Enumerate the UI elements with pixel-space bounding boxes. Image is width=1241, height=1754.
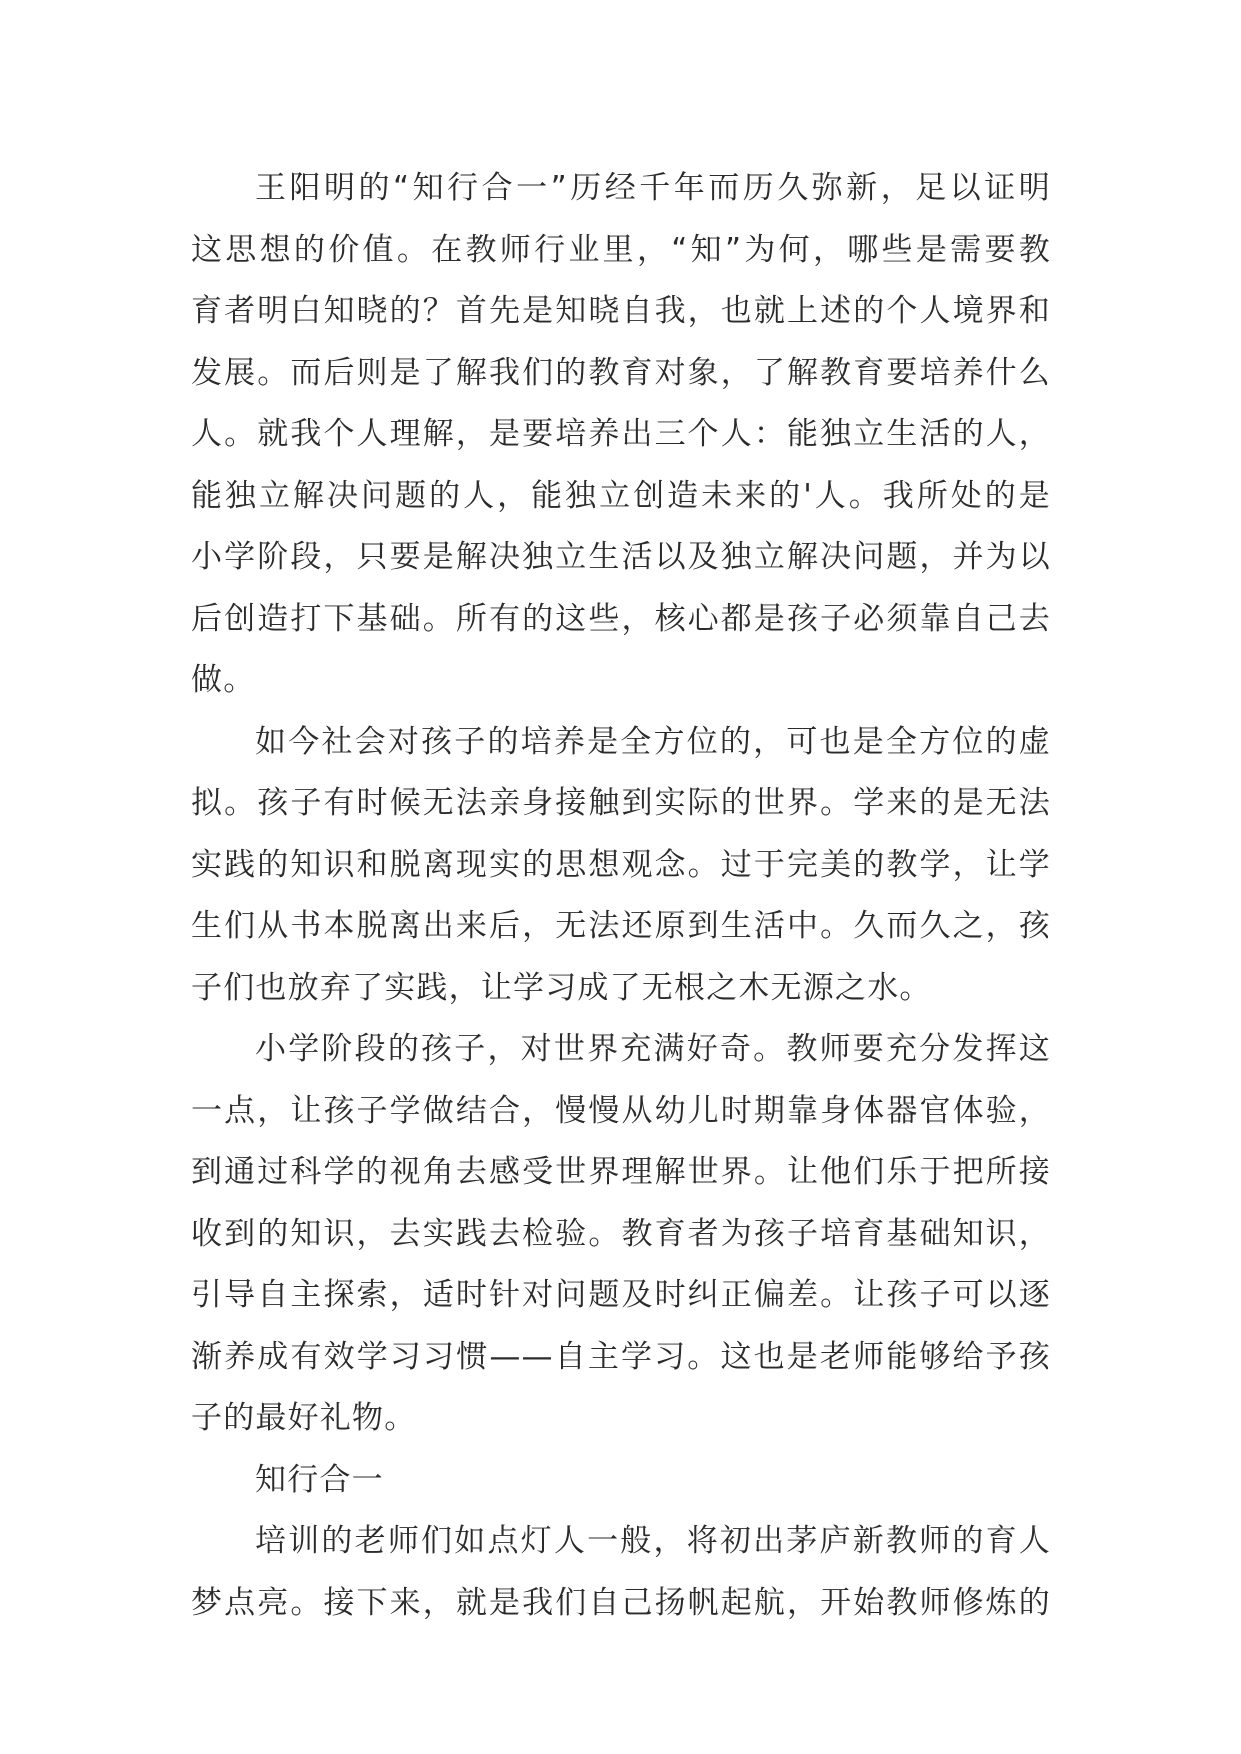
text-line: 育者明白知晓的？首先是知晓自我，也就上述的个人境界和	[191, 293, 1051, 329]
text-line: 梦点亮。接下来，就是我们自己扬帆起航，开始教师修炼的	[191, 1584, 1051, 1621]
text-line: 拟。孩子有时候无法亲身接触到实际的世界。学来的是无法	[191, 785, 1051, 821]
text-line: 实践的知识和脱离现实的思想观念。过于完美的教学，让学	[191, 846, 1051, 883]
text-line: 王阳明的“知行合一”历经千年而历久弥新，足以证明	[255, 170, 1051, 206]
text-line: 生们从书本脱离出来后，无法还原到生活中。久而久之，孩	[191, 908, 1051, 944]
text-line: 知行合一	[255, 1461, 384, 1498]
section-heading-zhixingheyi	[191, 1450, 1051, 1512]
text-line: 一点，让孩子学做结合，慢慢从幼儿时期靠身体器官体验，	[191, 1092, 1051, 1129]
document-body	[191, 158, 1051, 1634]
text-line: 培训的老师们如点灯人一般，将初出茅庐新教师的育人	[255, 1523, 1051, 1559]
text-line: 渐养成有效学习习惯——自主学习。这也是老师能够给予孩	[191, 1338, 1051, 1375]
paragraph-primary-school	[191, 1019, 1051, 1450]
text-line: 小学阶段的孩子，对世界充满好奇。教师要充分发挥这	[255, 1031, 1051, 1067]
text-line: 后创造打下基础。所有的这些，核心都是孩子必须靠自己去	[191, 600, 1051, 637]
text-line: 到通过科学的视角去感受世界理解世界。让他们乐于把所接	[191, 1154, 1051, 1190]
text-line: 小学阶段，只要是解决独立生活以及独立解决问题，并为以	[191, 539, 1051, 575]
text-line: 收到的知识，去实践去检验。教育者为孩子培育基础知识，	[191, 1215, 1051, 1252]
text-line: 引导自主探索，适时针对问题及时纠正偏差。让孩子可以逐	[191, 1277, 1051, 1313]
text-line: 做。	[191, 662, 256, 698]
paragraph-training-teachers	[191, 1511, 1051, 1634]
paragraph-zhixingheyi-value	[191, 158, 1051, 712]
text-line: 发展。而后则是了解我们的教育对象，了解教育要培养什么	[191, 354, 1051, 391]
text-line: 子们也放弃了实践，让学习成了无根之木无源之水。	[191, 969, 932, 1006]
paragraph-virtual-education	[191, 712, 1051, 1020]
text-line: 这思想的价值。在教师行业里，“知”为何，哪些是需要教	[191, 231, 1051, 268]
text-line: 如今社会对孩子的培养是全方位的，可也是全方位的虚	[255, 723, 1051, 760]
text-line: 子的最好礼物。	[191, 1400, 417, 1436]
text-line: 能独立解决问题的人，能独立创造未来的'人。我所处的是	[191, 477, 1051, 514]
text-line: 人。就我个人理解，是要培养出三个人：能独立生活的人，	[191, 416, 1051, 452]
